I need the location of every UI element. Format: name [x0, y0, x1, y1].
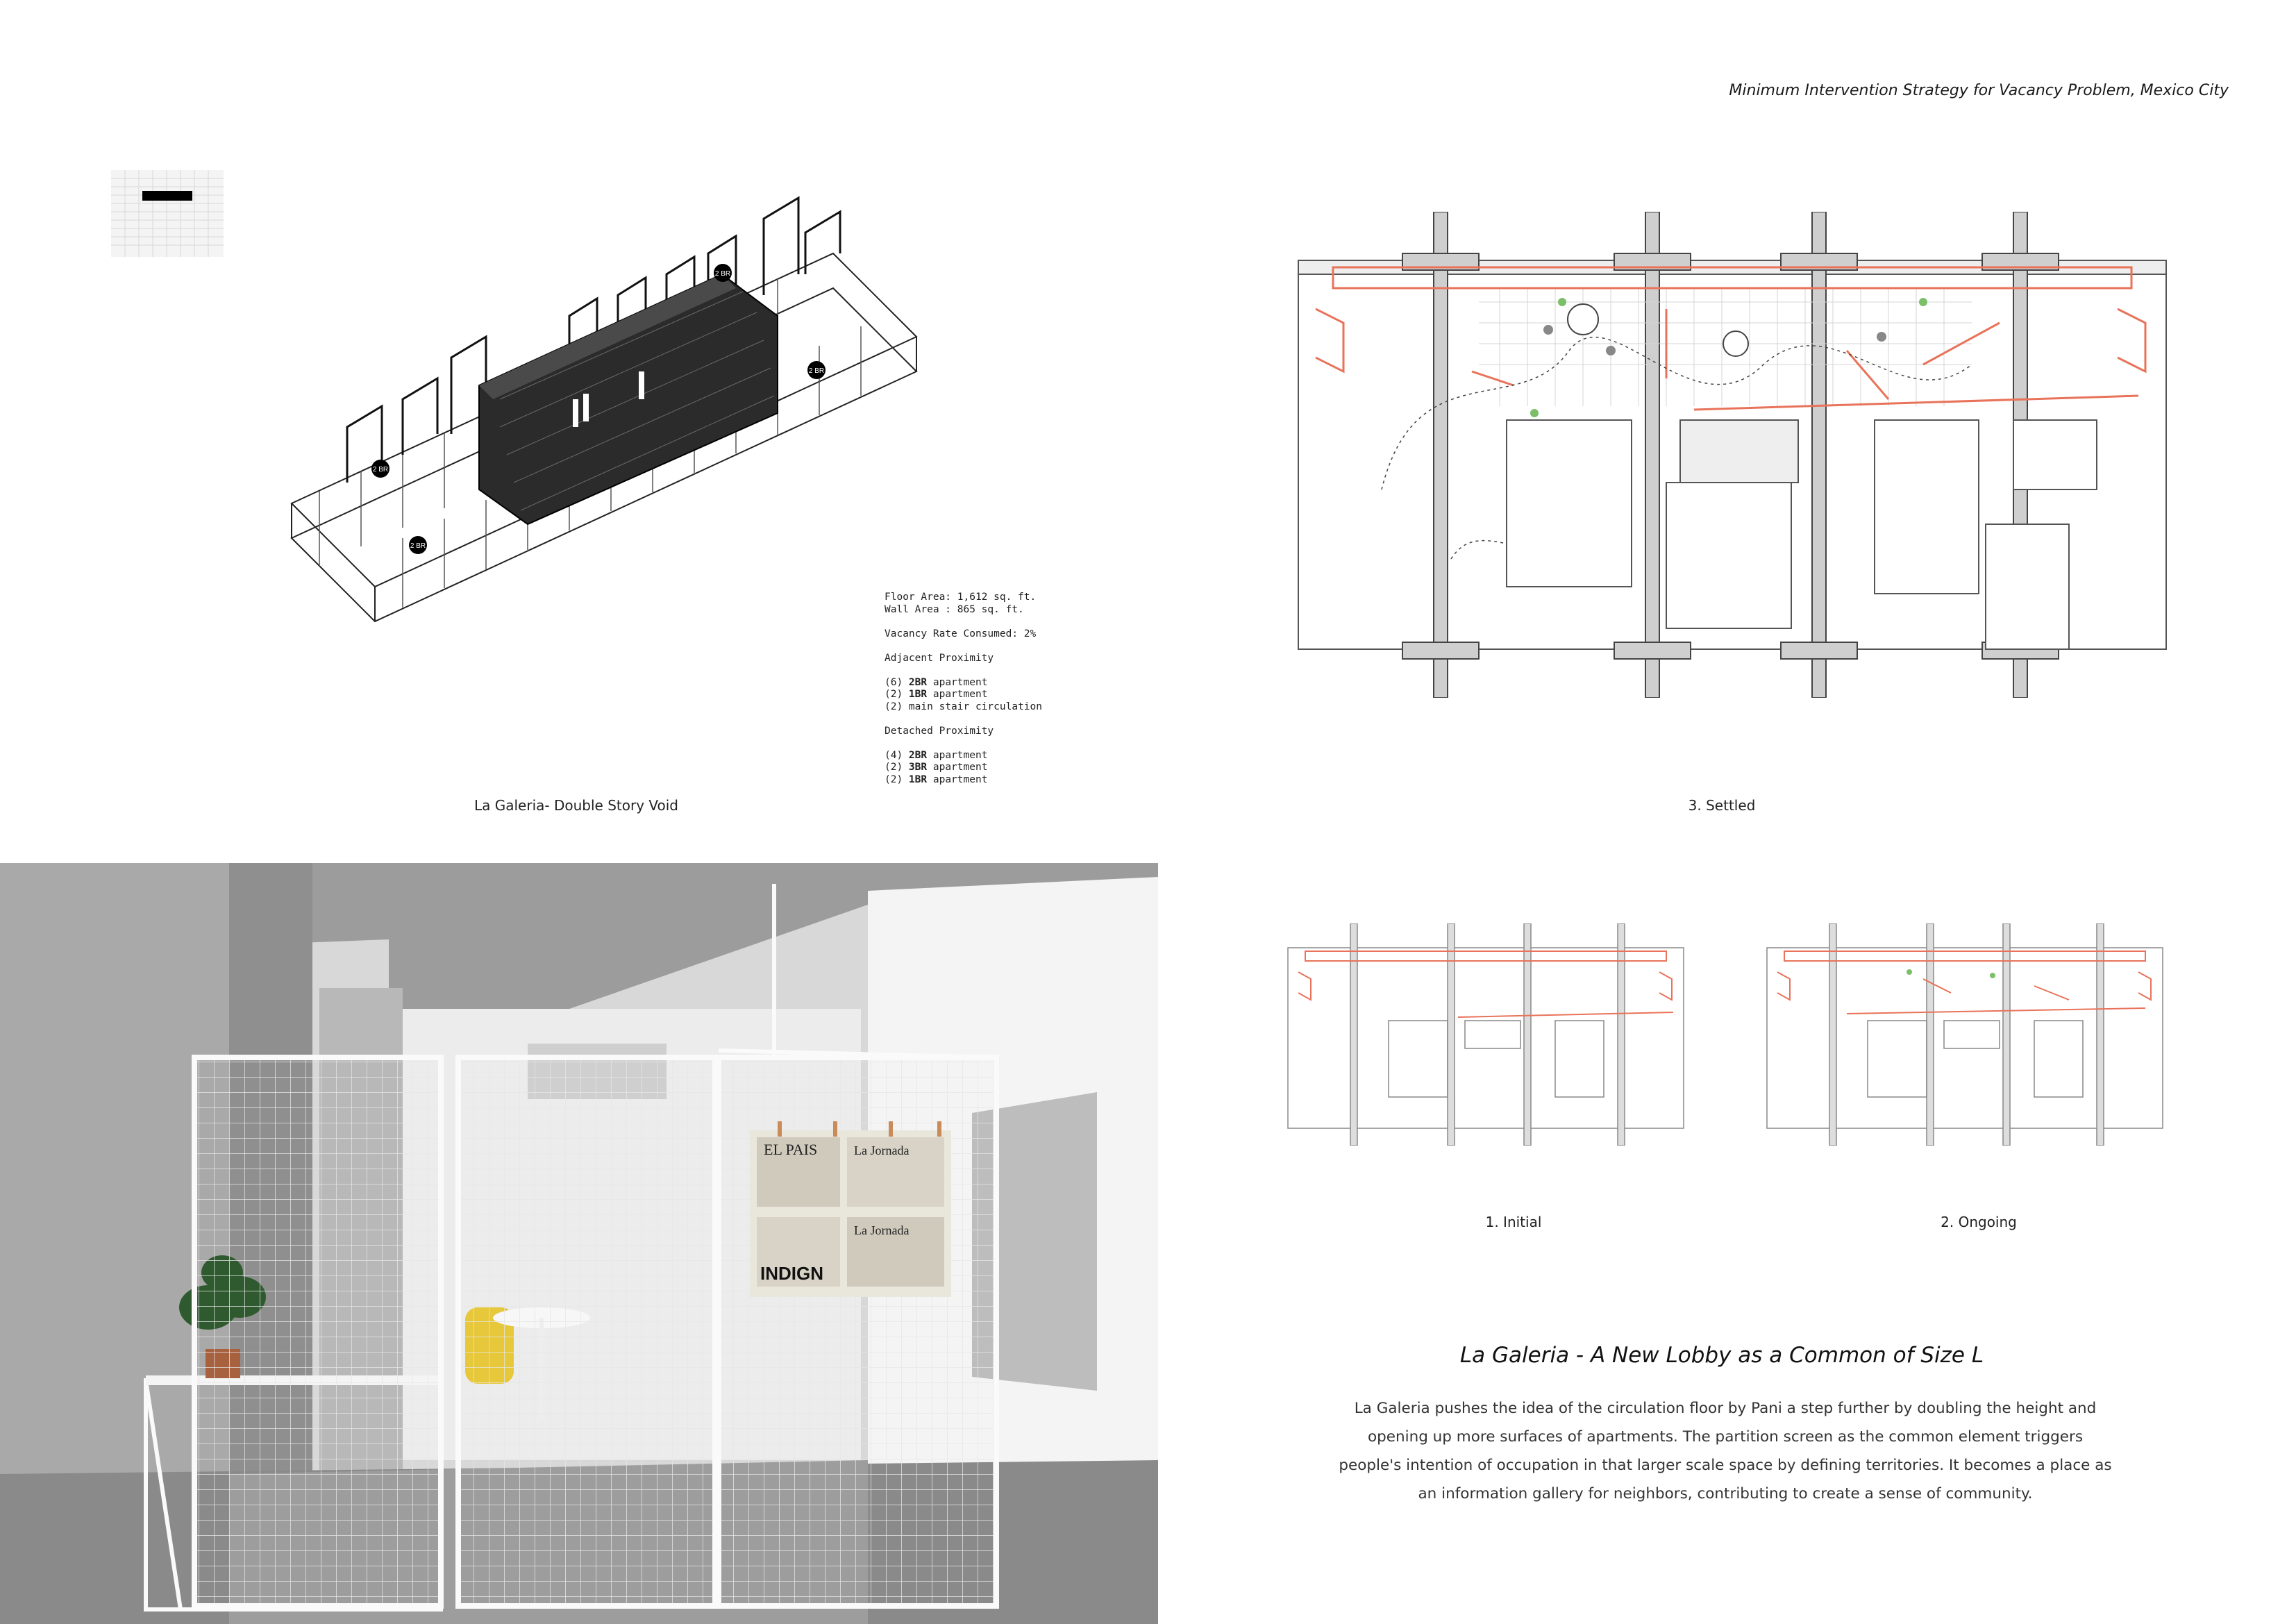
axon-caption: La Galeria- Double Story Void — [474, 797, 678, 814]
svg-text:2 BR: 2 BR — [808, 367, 825, 375]
initial-floor-plan — [1277, 923, 1694, 1146]
svg-text:INDIGN: INDIGN — [760, 1263, 823, 1284]
ongoing-caption: 2. Ongoing — [1941, 1214, 2017, 1230]
adjacent-item: (2) main stair circulation — [885, 701, 1042, 712]
svg-text:La Jornada: La Jornada — [854, 1144, 910, 1157]
detached-item: (2) 1BR apartment — [885, 773, 988, 785]
key-plan-thumbnail — [111, 170, 224, 257]
floor-area: Floor Area: 1,612 sq. ft. — [885, 592, 1037, 603]
wall-area: Wall Area : 865 sq. ft. — [885, 603, 1024, 615]
unit-label — [409, 536, 427, 554]
settled-caption: 3. Settled — [1688, 797, 1756, 814]
initial-caption: 1. Initial — [1485, 1214, 1542, 1230]
adjacent-heading: Adjacent Proximity — [885, 652, 994, 664]
interior-render — [0, 863, 1158, 1624]
axonometric-drawing — [278, 177, 1069, 649]
settled-floor-plan — [1277, 212, 2187, 698]
svg-text:2 BR: 2 BR — [714, 270, 731, 278]
detached-item: (2) 3BR apartment — [885, 762, 988, 773]
area-stats — [885, 592, 1162, 786]
ongoing-floor-plan — [1757, 923, 2173, 1146]
svg-text:2 BR: 2 BR — [372, 466, 389, 474]
section-body: La Galeria pushes the idea of the circulation floor by Pani a step further by doubling the height and opening up more surfaces of apartments. The partition screen as the common element triggers people's intention of occupation in that larger scale space by defining territories. It becomes a place as an information gallery for neighbors, contributing to create a sense of community. — [1339, 1400, 2112, 1502]
unit-label — [714, 264, 732, 282]
svg-text:EL PAIS: EL PAIS — [764, 1141, 818, 1158]
unit-label — [807, 361, 826, 379]
vacancy-rate: Vacancy Rate Consumed: 2% — [885, 628, 1037, 639]
svg-text:2 BR: 2 BR — [410, 542, 426, 550]
svg-text:La Jornada: La Jornada — [854, 1223, 910, 1237]
page-header-title: Minimum Intervention Strategy for Vacancy Problem, Mexico City — [1729, 82, 2229, 99]
adjacent-item: (6) 2BR apartment — [885, 676, 988, 688]
section-title: La Galeria - A New Lobby as a Common of Size L — [1459, 1343, 1984, 1368]
unit-label — [371, 460, 389, 478]
detached-item: (4) 2BR apartment — [885, 749, 988, 761]
adjacent-item: (2) 1BR apartment — [885, 689, 988, 700]
newspaper-panel — [750, 1130, 951, 1297]
detached-heading: Detached Proximity — [885, 725, 994, 737]
